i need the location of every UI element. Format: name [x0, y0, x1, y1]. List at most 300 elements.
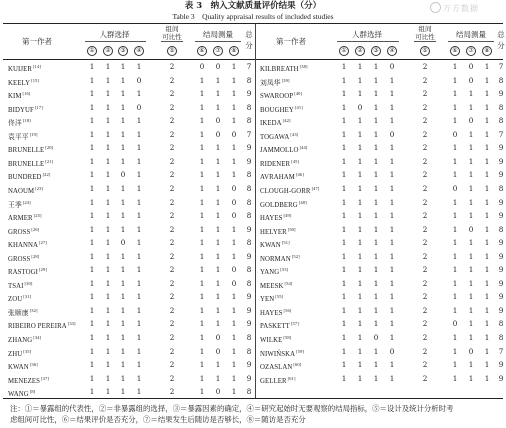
criterion-3-marker: ③	[371, 46, 381, 56]
score-criterion-8: 1	[231, 89, 237, 99]
score-criterion-2: 1	[357, 346, 363, 356]
score-criterion-1: 1	[89, 102, 95, 112]
reference-number: [33]	[67, 321, 76, 327]
score-criterion-5: 2	[169, 238, 175, 248]
score-criterion-3: 1	[373, 156, 379, 166]
table-row	[0, 290, 506, 304]
score-criterion-8: 1	[231, 170, 237, 180]
score-criterion-5: 2	[422, 251, 428, 261]
total-score: 9	[498, 197, 504, 207]
score-criterion-8: 1	[484, 373, 490, 383]
criterion-7-marker: ⑦	[213, 46, 223, 56]
total-score: 8	[246, 278, 252, 288]
score-criterion-5: 2	[422, 265, 428, 275]
score-criterion-7: 0	[468, 116, 474, 126]
author-text: RIDENER	[260, 160, 291, 168]
reference-number: [22]	[42, 172, 51, 178]
score-criterion-6: 0	[452, 319, 458, 329]
author-text: PASKETT	[260, 323, 290, 331]
score-criterion-8: 1	[231, 238, 237, 248]
score-criterion-8: 1	[231, 116, 237, 126]
score-criterion-7: 1	[215, 265, 221, 275]
score-criterion-4: 1	[136, 265, 142, 275]
score-criterion-1: 1	[89, 238, 95, 248]
score-criterion-3: 1	[373, 116, 379, 126]
score-criterion-2: 1	[105, 238, 111, 248]
author-name	[260, 128, 298, 142]
score-criterion-3: 1	[120, 224, 126, 234]
score-criterion-3: 1	[373, 102, 379, 112]
reference-number: [58]	[283, 335, 292, 340]
score-criterion-2: 1	[357, 170, 363, 180]
score-criterion-2: 1	[105, 333, 111, 342]
author-text: HAYES	[260, 215, 283, 223]
score-criterion-4: 1	[136, 197, 142, 207]
score-criterion-8: 1	[231, 102, 237, 112]
score-criterion-8: 1	[231, 346, 237, 356]
total-score: 9	[498, 305, 504, 315]
reference-number: [25]	[33, 213, 42, 219]
total-score: 9	[246, 89, 252, 99]
score-criterion-3: 1	[120, 387, 126, 397]
table-row	[0, 304, 506, 318]
score-criterion-8: 1	[484, 292, 490, 302]
score-criterion-1: 1	[341, 197, 347, 207]
score-criterion-5: 2	[422, 116, 428, 126]
author-text: ARMER	[8, 215, 33, 223]
score-criterion-6: 1	[452, 156, 458, 166]
outcome-rule	[448, 41, 494, 42]
score-criterion-2: 1	[105, 319, 111, 329]
author-text: IKEDA	[260, 120, 282, 128]
score-criterion-7: 1	[215, 75, 221, 85]
score-criterion-5: 2	[169, 346, 175, 356]
score-criterion-6: 1	[452, 89, 458, 99]
total-score: 9	[498, 211, 504, 221]
table-title-cn: 表 3 纳入文献质量评价结果（分）	[184, 1, 322, 11]
score-criterion-5: 2	[422, 211, 428, 221]
author-name	[260, 60, 308, 74]
score-criterion-4: 1	[136, 170, 142, 180]
score-criterion-4: 1	[389, 305, 395, 315]
author-text: MENEZES	[8, 377, 41, 385]
score-criterion-8: 0	[231, 278, 237, 288]
score-criterion-8: 1	[484, 156, 490, 166]
author-text: JAMMOLLO	[260, 147, 299, 155]
score-criterion-6: 1	[199, 129, 205, 139]
score-criterion-4: 1	[136, 305, 142, 315]
author-text: 袁平平	[8, 133, 29, 141]
table-row	[0, 223, 506, 237]
score-criterion-5: 2	[169, 197, 175, 207]
score-criterion-2: 1	[357, 292, 363, 302]
author-name	[260, 209, 291, 223]
score-criterion-2: 1	[105, 387, 111, 397]
score-criterion-3: 1	[373, 238, 379, 248]
score-criterion-6: 1	[452, 360, 458, 370]
author-text: NAOUM	[8, 187, 35, 195]
score-criterion-4: 1	[136, 129, 142, 139]
score-criterion-6: 1	[199, 360, 205, 370]
author-name	[260, 141, 307, 155]
score-criterion-1: 1	[89, 156, 95, 166]
score-criterion-1: 1	[341, 373, 347, 383]
score-criterion-2: 1	[357, 251, 363, 261]
score-criterion-1: 1	[89, 197, 95, 207]
score-criterion-7: 0	[215, 116, 221, 126]
score-criterion-3: 1	[373, 346, 379, 356]
score-criterion-5: 2	[169, 360, 175, 370]
author-text: HELYER	[260, 228, 287, 236]
score-criterion-8: 1	[231, 156, 237, 166]
score-criterion-2: 1	[105, 170, 111, 180]
table-row	[0, 277, 506, 291]
score-criterion-3: 1	[120, 89, 126, 99]
score-criterion-4: 1	[136, 143, 142, 153]
score-criterion-7: 0	[215, 346, 221, 356]
score-criterion-3: 1	[373, 211, 379, 221]
criterion-1-marker: ①	[87, 46, 97, 56]
author-text: OZASLAN	[260, 364, 293, 372]
total-header-2: 分	[245, 41, 253, 50]
score-criterion-4: 1	[389, 333, 395, 342]
reference-number: [53]	[280, 267, 289, 273]
author-text: MEESK	[260, 282, 284, 290]
score-criterion-3: 1	[373, 224, 379, 234]
score-criterion-7: 1	[468, 170, 474, 180]
score-criterion-3: 0	[373, 333, 379, 342]
score-criterion-8: 1	[484, 265, 490, 275]
score-criterion-4: 1	[136, 373, 142, 383]
score-criterion-1: 1	[341, 319, 347, 329]
score-criterion-3: 1	[120, 129, 126, 139]
comparability-rule	[161, 41, 183, 42]
top-rule	[3, 23, 503, 24]
score-criterion-5: 2	[169, 224, 175, 234]
score-criterion-7: 1	[468, 102, 474, 112]
score-criterion-2: 1	[357, 319, 363, 329]
score-criterion-3: 1	[373, 278, 379, 288]
score-criterion-5: 2	[169, 183, 175, 193]
total-score: 8	[498, 75, 504, 85]
score-criterion-8: 1	[484, 211, 490, 221]
score-criterion-6: 1	[199, 116, 205, 126]
score-criterion-3: 1	[120, 319, 126, 329]
score-criterion-6: 1	[199, 197, 205, 207]
author-name	[260, 155, 299, 169]
population-selection-rule	[337, 41, 399, 42]
score-criterion-5: 2	[169, 75, 175, 85]
reference-number: [51]	[281, 240, 290, 246]
score-criterion-8: 1	[231, 305, 237, 315]
criterion-7-marker: ⑦	[466, 46, 476, 56]
total-score: 8	[498, 333, 504, 342]
score-criterion-5: 2	[422, 156, 428, 166]
score-criterion-3: 1	[120, 265, 126, 275]
score-criterion-2: 1	[105, 278, 111, 288]
total-header-2: 分	[497, 41, 505, 50]
score-criterion-6: 1	[199, 265, 205, 275]
score-criterion-8: 1	[231, 333, 237, 342]
author-name	[260, 331, 291, 345]
score-criterion-4: 1	[389, 319, 395, 329]
total-header-1: 总	[497, 30, 505, 39]
score-criterion-3: 1	[120, 305, 126, 315]
score-criterion-3: 1	[373, 360, 379, 370]
score-criterion-3: 1	[120, 156, 126, 166]
score-criterion-5: 2	[169, 319, 175, 329]
score-criterion-8: 0	[231, 197, 237, 207]
author-text: TOGAWA	[260, 133, 290, 141]
score-criterion-5: 2	[169, 62, 175, 71]
score-criterion-8: 1	[231, 75, 237, 85]
author-text: ZHANG	[8, 337, 33, 344]
table-row	[0, 114, 506, 128]
score-criterion-6: 1	[452, 251, 458, 261]
score-criterion-4: 1	[136, 211, 142, 221]
author-text: RIBEIRO PEREIRA	[8, 323, 67, 331]
total-score: 9	[246, 224, 252, 234]
total-header-1: 总	[245, 30, 253, 39]
reference-number: [26]	[31, 226, 40, 232]
score-criterion-1: 1	[89, 89, 95, 99]
author-text: GROSS	[8, 255, 31, 263]
table-row	[0, 196, 506, 210]
total-score: 8	[498, 224, 504, 234]
author-name	[260, 182, 319, 196]
score-criterion-3: 1	[373, 265, 379, 275]
population-selection-header: 人群选择	[352, 30, 382, 39]
score-criterion-7: 1	[468, 292, 474, 302]
score-criterion-2: 1	[105, 89, 111, 99]
score-criterion-4: 1	[389, 102, 395, 112]
score-criterion-6: 1	[452, 170, 458, 180]
score-criterion-5: 2	[422, 62, 428, 71]
score-criterion-1: 1	[341, 278, 347, 288]
total-score: 7	[498, 62, 504, 71]
score-criterion-2: 1	[105, 183, 111, 193]
score-criterion-5: 2	[422, 170, 428, 180]
total-score: 8	[246, 387, 252, 397]
score-criterion-4: 1	[389, 373, 395, 383]
table-row	[0, 385, 506, 399]
reference-number: [17]	[34, 104, 43, 110]
criterion-5-marker: ⑤	[167, 46, 177, 56]
score-criterion-8: 1	[484, 183, 490, 193]
total-score: 9	[246, 251, 252, 261]
score-criterion-5: 2	[422, 183, 428, 193]
score-criterion-4: 1	[389, 89, 395, 99]
score-criterion-1: 1	[341, 102, 347, 112]
score-criterion-6: 1	[199, 305, 205, 315]
reference-number: [30]	[24, 280, 33, 286]
table-row	[0, 182, 506, 196]
reference-number: [43]	[290, 131, 299, 137]
reference-number: [50]	[287, 226, 296, 232]
reference-number: [49]	[283, 213, 292, 219]
score-criterion-4: 1	[136, 238, 142, 248]
score-criterion-1: 1	[89, 387, 95, 397]
total-score: 8	[246, 183, 252, 193]
total-score: 8	[246, 170, 252, 180]
score-criterion-3: 1	[120, 292, 126, 302]
author-name	[260, 223, 296, 237]
table-row	[0, 74, 506, 88]
score-criterion-8: 1	[484, 224, 490, 234]
score-criterion-5: 2	[169, 102, 175, 112]
reference-number: [35]	[23, 348, 32, 354]
score-criterion-2: 1	[105, 373, 111, 383]
criterion-2-marker: ②	[103, 46, 113, 56]
score-criterion-2: 1	[105, 197, 111, 207]
author-name	[260, 290, 283, 304]
population-selection-rule	[85, 41, 146, 42]
table-row	[0, 87, 506, 101]
score-criterion-1: 1	[89, 278, 95, 288]
score-criterion-6: 1	[452, 143, 458, 153]
table-row	[0, 168, 506, 182]
total-score: 9	[246, 319, 252, 329]
table-note	[10, 403, 500, 425]
score-criterion-8: 0	[231, 265, 237, 275]
table-title-en: Table 3 Quality appraisal results of included studies	[172, 12, 334, 21]
total-score: 9	[498, 265, 504, 275]
score-criterion-6: 1	[199, 183, 205, 193]
score-criterion-3: 1	[373, 251, 379, 261]
score-criterion-3: 1	[373, 75, 379, 85]
score-criterion-5: 2	[169, 143, 175, 153]
criterion-8-marker: ⑧	[229, 46, 239, 56]
score-criterion-7: 1	[468, 251, 474, 261]
total-score: 8	[246, 211, 252, 221]
reference-number: [37]	[41, 375, 49, 381]
outcome-rule	[195, 41, 241, 42]
score-criterion-6: 1	[199, 319, 205, 329]
author-name	[260, 304, 291, 318]
author-text: YEN	[260, 296, 275, 304]
score-criterion-3: 1	[120, 143, 126, 153]
score-criterion-4: 1	[136, 62, 142, 71]
score-criterion-1: 1	[89, 116, 95, 126]
score-criterion-2: 1	[357, 143, 363, 153]
score-criterion-7: 1	[215, 238, 221, 248]
score-criterion-2: 1	[357, 360, 363, 370]
author-text: BIDYUF	[8, 106, 34, 114]
score-criterion-6: 1	[452, 238, 458, 248]
author-text: YANG	[260, 269, 280, 277]
table-row	[0, 358, 506, 372]
score-criterion-4: 1	[136, 333, 142, 342]
score-criterion-2: 1	[357, 224, 363, 234]
score-criterion-1: 1	[89, 62, 95, 71]
total-score: 8	[246, 75, 252, 85]
criterion-1-marker: ①	[339, 46, 349, 56]
comparability-header-2: 可比性	[415, 33, 435, 41]
score-criterion-5: 2	[422, 89, 428, 99]
score-criterion-7: 1	[215, 305, 221, 315]
reference-number: [61]	[287, 375, 296, 381]
reference-number: [40]	[294, 91, 303, 97]
reference-number: [36]	[29, 362, 38, 368]
score-criterion-7: 1	[215, 292, 221, 302]
author-name	[260, 263, 288, 277]
reference-number: [47]	[311, 185, 320, 191]
score-criterion-7: 1	[215, 224, 221, 234]
score-criterion-5: 2	[422, 143, 428, 153]
author-text: BUNDRED	[8, 174, 42, 182]
score-criterion-7: 1	[215, 143, 221, 153]
criterion-8-marker: ⑧	[482, 46, 492, 56]
score-criterion-4: 1	[389, 211, 395, 221]
author-text: 佟洋	[8, 120, 22, 128]
score-criterion-8: 1	[484, 116, 490, 126]
score-criterion-6: 0	[452, 183, 458, 193]
score-criterion-8: 1	[484, 62, 490, 71]
score-criterion-1: 1	[341, 75, 347, 85]
total-score: 8	[246, 333, 252, 342]
score-criterion-6: 1	[452, 75, 458, 85]
reference-number: [42]	[282, 118, 291, 124]
score-criterion-2: 1	[357, 278, 363, 288]
score-criterion-6: 1	[199, 251, 205, 261]
score-criterion-8: 1	[484, 278, 490, 288]
score-criterion-3: 1	[373, 129, 379, 139]
score-criterion-1: 1	[89, 373, 95, 383]
score-criterion-3: 1	[373, 305, 379, 315]
score-criterion-2: 1	[105, 143, 111, 153]
score-criterion-2: 1	[105, 129, 111, 139]
table-row	[0, 317, 506, 331]
reference-number: [39]	[281, 77, 290, 83]
reference-number: [57]	[290, 321, 299, 327]
score-criterion-8: 1	[231, 319, 237, 329]
score-criterion-4: 1	[136, 156, 142, 166]
total-score: 9	[498, 251, 504, 261]
author-text: BRUNELLE	[8, 147, 45, 155]
score-criterion-4: 1	[389, 116, 395, 126]
author-text: NORMAN	[260, 255, 291, 263]
score-criterion-6: 1	[199, 211, 205, 221]
author-text: BOUGHEY	[260, 106, 294, 114]
score-criterion-7: 0	[468, 224, 474, 234]
reference-number: [44]	[299, 145, 308, 151]
score-criterion-3: 1	[120, 211, 126, 221]
score-criterion-5: 2	[422, 305, 428, 315]
score-criterion-8: 1	[231, 292, 237, 302]
score-criterion-5: 2	[422, 346, 428, 356]
author-text: GELLER	[260, 377, 287, 385]
criterion-3-marker: ③	[118, 46, 128, 56]
score-criterion-3: 1	[120, 346, 126, 356]
total-score: 8	[498, 319, 504, 329]
author-name	[260, 74, 290, 88]
score-criterion-6: 1	[199, 238, 205, 248]
table-row	[0, 60, 506, 74]
author-column-header: 第一作者	[22, 37, 52, 46]
score-criterion-7: 1	[468, 183, 474, 193]
reference-number: [31]	[23, 294, 32, 300]
reference-number: [55]	[275, 294, 284, 300]
score-criterion-4: 1	[136, 360, 142, 370]
score-criterion-8: 0	[231, 183, 237, 193]
score-criterion-7: 1	[468, 278, 474, 288]
score-criterion-8: 0	[231, 129, 237, 139]
score-criterion-8: 0	[231, 211, 237, 221]
score-criterion-7: 0	[215, 129, 221, 139]
score-criterion-2: 1	[105, 156, 111, 166]
author-name	[260, 236, 290, 250]
score-criterion-2: 1	[105, 346, 111, 356]
